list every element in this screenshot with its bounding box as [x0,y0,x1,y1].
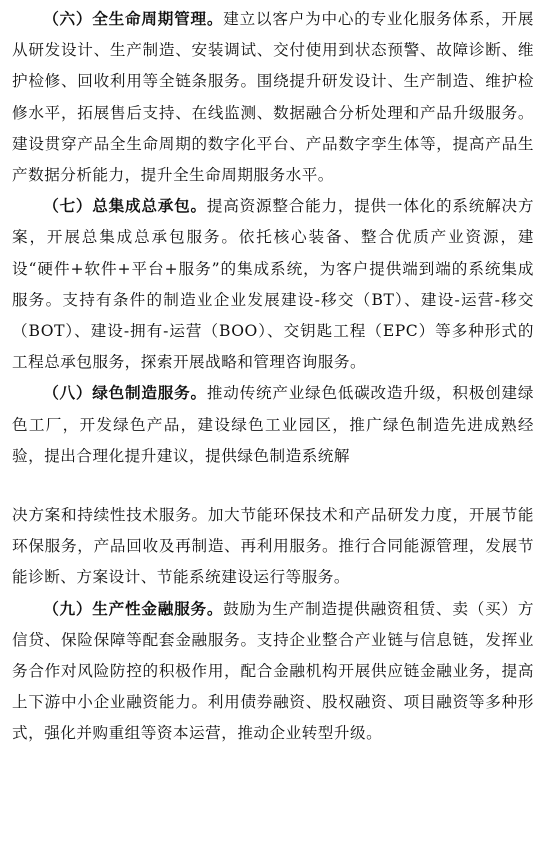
document-page [12,4,534,750]
paragraph-heading: （九）生产性金融服务。 [43,599,224,618]
paragraph-productive-finance [12,594,534,750]
paragraph-total-integration [12,191,534,378]
paragraph-heading: （六）全生命周期管理。 [43,10,224,28]
paragraph-lifecycle-management [12,4,534,191]
paragraph-body: 鼓励为生产制造提供融资租赁、卖（买）方信贷、保险保障等配套金融服务。支持企业整合产业链与信息链，发挥业务合作对风险防控的积极作用，配合金融机构开展供应链金融业务，提高上下游中小企业融资能力。利用债券融资、股权融资、项目融资等多种形式，强化并购重组等资本运营，推动企业转型升级。 [12,599,534,743]
paragraph-body: 决方案和持续性技术服务。加大节能环保技术和产品研发力度，开展节能环保服务，产品回收及再制造、再利用服务。推行合同能源管理，发展节能诊断、方案设计、节能系统建设运行等服务。 [12,506,534,587]
paragraph-heading: （七）总集成总承包。 [43,197,207,216]
paragraph-green-manufacturing-continued [12,500,534,594]
paragraph-body: 提高资源整合能力，提供一体化的系统解决方案，开展总集成总承包服务。依托核心装备、整合优质产业资源，建设“硬件+软件+平台+服务”的集成系统，为客户提供端到端的系统集成服务。支持有条件的制造业企业发展建设-移交（BT）、建设-运营-移交（BOT）、建设-拥有-运营（BOO）、交钥匙工程（EPC）等多种形式的工程总承包服务，探索开展战略和管理咨询服务。 [12,197,534,372]
paragraph-heading: （八）绿色制造服务。 [43,384,207,403]
page-break-gap [12,472,534,500]
paragraph-body: 推动传统产业绿色低碳改造升级，积极创建绿色工厂，开发绿色产品，建设绿色工业园区，推广绿色制造先进成熟经验，提出合理化提升建议，提供绿色制造系统解 [12,384,534,465]
paragraph-green-manufacturing [12,378,534,472]
paragraph-body: 建立以客户为中心的专业化服务体系，开展从研发设计、生产制造、安装调试、交付使用到状态预警、故障诊断、维护检修、回收利用等全链条服务。围绕提升研发设计、生产制造、维护检修水平，拓展售后支持、在线监测、数据融合分析处理和产品升级服务。建设贯穿产品全生命周期的数字化平台、产品数字孪生体等，提高产品生产数据分析能力，提升全生命周期服务水平。 [12,10,534,185]
